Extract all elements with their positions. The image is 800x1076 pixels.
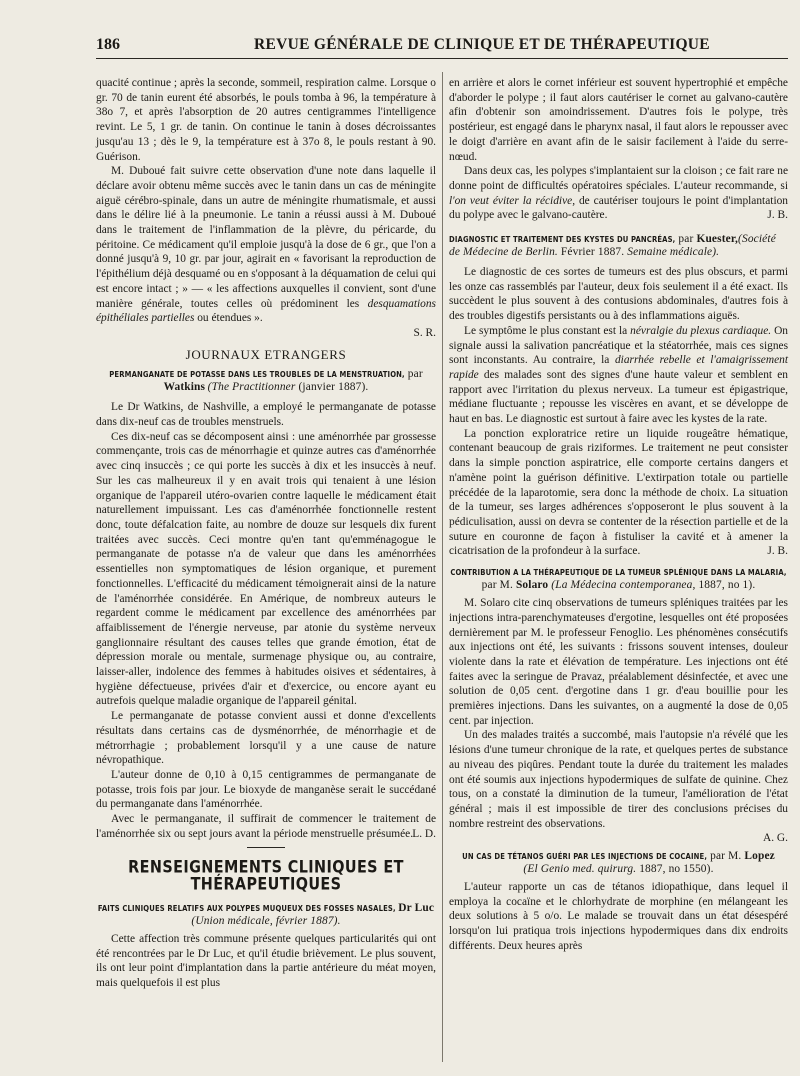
- column-divider: [442, 72, 443, 1062]
- paragraph: Un des malades traités a succombé, mais l'autopsie n'a révélé que les lésions d'une tumeur chronique de la rate, et quelques pertes de substance au niveau des piqûres. Pendant toute la durée du traitement les malades ont été soumis aux injections hypodermiques de sulfate de quinine. Chez tous, on a constaté la diminution de la tumeur, l'amélioration de l'état général ; mais il est impossible de tirer des conclusions précises du nombre restreint des observations.: [449, 729, 788, 830]
- article-author: Lopez: [744, 850, 775, 863]
- paragraph: L'auteur donne de 0,10 à 0,15 centigrammes de permanganate de potasse, trois fois par jour. Le bioxyde de manganèse serait le succédané du permanganate dans l'aménorrhée.: [96, 768, 436, 811]
- article-heading: UN CAS DE TÉTANOS GUÉRI PAR LES INJECTIONS DE COCAINE, par M. Lopez (El Genio med. quirurg. 1887, no 1550).: [462, 850, 775, 876]
- article-source: (The Practitionner: [207, 381, 296, 394]
- running-header: [96, 34, 788, 59]
- paragraph: Dans deux cas, les polypes s'implantaient sur la cloison ; ce fait rare ne donne point de difficultés opératoires spéciales. L'auteur recommande, si l'on veut éviter la récidive, de cautériser toujours le point d'implantation du polype avec le galvano-cautère.: [449, 165, 788, 222]
- signature: J. B.: [767, 545, 788, 558]
- article-source: (Société de Médecine de Berlin.: [449, 233, 776, 259]
- paragraph: Le permanganate de potasse convient aussi et donne d'excellents résultats dans certains cas de dysménorrhée, de ménorrhagie et de métrorrhagie ; probablement lorsqu'il y a une cause de nature névropathique.: [96, 710, 436, 767]
- article-heading: PERMANGANATE DE POTASSE DANS LES TROUBLES DE LA MENSTRUATION, par Watkins (The Practitionner (janvier 1887).: [109, 368, 423, 394]
- section-heading: JOURNAUX ETRANGERS: [185, 346, 347, 362]
- article-title: PERMANGANATE DE POTASSE DANS LES TROUBLES DE LA MENSTRUATION,: [109, 370, 405, 380]
- article-source: (La Médecina contemporanea,: [548, 579, 696, 592]
- signature: J. B.: [767, 209, 788, 222]
- paragraph: en arrière et alors le cornet inférieur est souvent hypertrophié et empêche d'aborder le polype ; il faut alors cautériser le cornet au galvano-cautère afin d'obtenir son amoindrissement. D'autres fois le polype, très postérieur, est engagé dans le pharynx nasal, il faut alors le repousser avec le doigt d'arrière en avant afin de le saisir facilement à l'aide du serre-nœud.: [449, 77, 788, 163]
- paragraph: M. Solaro cite cinq observations de tumeurs spléniques traitées par les injections intra-parenchymateuses d'ergotine, lesquelles ont été proposées dernièrement par M. le professeur Fenoglio. Les phénomènes consécutifs aux injections ont été, les suivants : frissons souvent intenses, douleur violente dans la rate et élévation de température. Les injections ont été faites avec la seringue de Pravaz, préalablement désinfectée, et avec une solution de 0,05 cent. d'ergotine dans 1 gr. d'eau bouillie pour les premières injections. Dans les suivantes, on a augmenté la dose de 0,05 cent. par injection.: [449, 597, 788, 727]
- article-title: CONTRIBUTION A LA THÉRAPEUTIQUE DE LA TUMEUR SPLÉNIQUE DANS LA MALARIA,: [450, 568, 787, 578]
- article-source: (Union médicale,: [191, 914, 273, 927]
- article-title: UN CAS DE TÉTANOS GUÉRI PAR LES INJECTIONS DE COCAINE,: [462, 852, 708, 862]
- paragraph: Ces dix-neuf cas se décomposent ainsi : une aménorrhée par grossesse commençante, trois cas de ménorrhagie et quinze autres cas d'aménorrhée avec cinq insuccès ; ce qui porte les succès à dix et les insuccès à neuf. Sur les cas malheureux il y en avait trois qui tenaient à une lésion organique de l'appareil utéro-ovarien contre laquelle le médicament était naturellement impuissant. Les cas d'aménorrhée fonctionnelle restent donc, toute défalcation faite, au nombre de douze sur lesquels dix furent traitées avec succès. Ceci montre qu'en tant qu'emménagogue le permanganate de potasse n'a de valeur que dans les aménorrhées essentielles non symptomatiques de lésion organique, et purement fonctionnelles. L'efficacité du médicament témoignerait ainsi de la nature de l'aménorrhée considérée. En Amérique, de nombreux auteurs le regardent comme le médicament par excellence des aménorrhées par affaiblissement de l'énergie nerveuse, par atonie du système nerveux ganglionnaire résultant des causes telles que grande émotion, état de dépression morale ou mentale, surmenage physique ou, au contraire, laisser-aller, indolence des femmes à habitudes oisives et sédentaires, à hygiène défectueuse, privées d'air et d'exercice, ou encore ayant eu autrefois quelque maladie organique de l'appareil génital.: [96, 430, 436, 708]
- major-section-heading: RENSEIGNEMENTS CLINIQUES ET THÉRAPEUTIQUES: [128, 859, 404, 895]
- paragraph: Le Dr Watkins, de Nashville, a employé le permanganate de potasse dans dix-neuf cas de troubles menstruels.: [96, 401, 436, 429]
- right-column: [449, 76, 788, 954]
- paragraph: Avec le permanganate, il suffirait de commencer le traitement de l'aménorrhée six ou sept jours avant la période menstruelle présumée.: [96, 813, 436, 840]
- signature: L. D.: [412, 827, 436, 840]
- paragraph: Le symptôme le plus constant est la névralgie du plexus cardiaque. On signale aussi la salivation pancréatique et la stéatorrhée, mais ces signes sont inconstants. Au contraire, la diarrhée rebelle et l'amaigrissement rapide des malades sont des signes d'une haute valeur et semblent en rapport avec l'irritation du plexus nerveux. La tumeur est épigastrique, médiane fluctuante ; repousse les viscères en avant, et se développe de haut en bas. Le diagnostic est surtout à faire avec les kystes de la rate.: [449, 324, 788, 426]
- article-source: (El Genio med. quirurg.: [523, 863, 637, 876]
- page-number: 186: [96, 36, 120, 53]
- paragraph: quacité continue ; après la seconde, sommeil, respiration calme. Lorsque o gr. 70 de tanin eurent été absorbés, le pouls tomba à 96, la température à 38o 7, et après l'absorption de 20 autres centigrammes l'intelligence revint. Le 5, 1 gr. de tanin. On continue le tanin à doses décroissantes jusqu'au 13 ; dès le 9, la température est à 37o 8, le pouls restant à 90. Guérison.: [96, 77, 436, 163]
- running-title: REVUE GÉNÉRALE DE CLINIQUE ET DE THÉRAPEUTIQUE: [254, 36, 710, 53]
- article-title: FAITS CLINIQUES RELATIFS AUX POLYPES MUQUEUX DES FOSSES NASALES,: [97, 903, 396, 913]
- paragraph: Le diagnostic de ces sortes de tumeurs est des plus obscurs, et parmi les onze cas rassemblés par l'auteur, deux fois seulement il a été exact. Ils succèdent le plus souvent à des contusions abdominales, d'autres fois à des troubles digestifs persistants ou à des inflammations aiguës.: [449, 266, 788, 323]
- article-author: Dr Luc: [398, 901, 435, 914]
- left-column: [96, 76, 436, 991]
- paragraph: Cette affection très commune présente quelques particularités qui ont été rencontrées par le Dr Luc, et qu'il étudie brièvement. Le plus souvent, ils ont leur point d'implantation dans la partie antérieure du méat moyen, mais quelquefois il est plus: [96, 932, 436, 989]
- article-heading: DIAGNOSTIC ET TRAITEMENT DES KYSTES DU PANCRÉAS, par Kuester,(Société de Médecine de Berlin. Février 1887. Semaine médicale).: [449, 233, 776, 259]
- signature: A. G.: [763, 832, 788, 845]
- article-title: DIAGNOSTIC ET TRAITEMENT DES KYSTES DU PANCRÉAS,: [449, 235, 676, 245]
- article-author: Kuester,: [696, 233, 739, 246]
- article-author: Solaro: [515, 579, 549, 592]
- paragraph: La ponction exploratrice retire un liquide rougeâtre hématique, contenant beaucoup de grais riziformes. Le traitement ne peut consister dans la simple ponction aspiratrice, elle comporte certains dangers et n'amène point la guérison définitive. L'extirpation totale ou partielle précédée de la laparotomie, sera donc la méthode de choix. La situation de la tumeur, ses larges adhérences s'opposeront le plus souvent à la pédiculisation, aussi on devra se contenter de la résection partielle et de la suture en couronne de façon à fistuliser la cavité et à amener la cicatrisation de la profondeur à la surface.: [449, 427, 788, 558]
- signature: S. R.: [413, 326, 436, 339]
- paragraph: L'auteur rapporte un cas de tétanos idiopathique, dans lequel il employa la cocaïne et le chlorhydrate de morphine (en mélangeant les deux solutions à 5 o/o. Le malade se trouvait dans un état désespéré lorsqu'on lui pratiqua trois injections hypodermiques dans dix endroits différents. Deux heures après: [449, 881, 788, 952]
- article-heading: FAITS CLINIQUES RELATIFS AUX POLYPES MUQUEUX DES FOSSES NASALES, Dr Luc (Union médicale, février 1887).: [97, 901, 435, 927]
- paragraph: M. Duboué fait suivre cette observation d'une note dans laquelle il déclare avoir obtenu même succès avec le tanin dans un cas de méningite aiguë cérébro-spinale, dans un autre de méningite rhumatismale, et aussi dans le délire lié à la pneumonie. Le tanin a réussi aussi à M. Duboué dans le traitement de l'inflammation de la plèvre, du péricarde, du péritoine. Ce médicament qu'il emploie jusqu'à la dose de 6 gr., que l'on a donné jusqu'à 9, 10 gr. par jour, agirait en « favorisant la reproduction de l'épithélium déjà desquamé ou en s'opposant à la déquamation de celui qui est encore intact ; » — « les affections auxquelles il convient, sont d'une manière générale, toutes celles où prédominent les desquamations épithéliales partielles ou étendues ».: [96, 165, 436, 325]
- divider: [247, 847, 285, 848]
- article-heading: CONTRIBUTION A LA THÉRAPEUTIQUE DE LA TUMEUR SPLÉNIQUE DANS LA MALARIA, par M. Solaro (La Médecina contemporanea, 1887, no 1).: [450, 568, 787, 592]
- article-author: Watkins: [163, 381, 206, 394]
